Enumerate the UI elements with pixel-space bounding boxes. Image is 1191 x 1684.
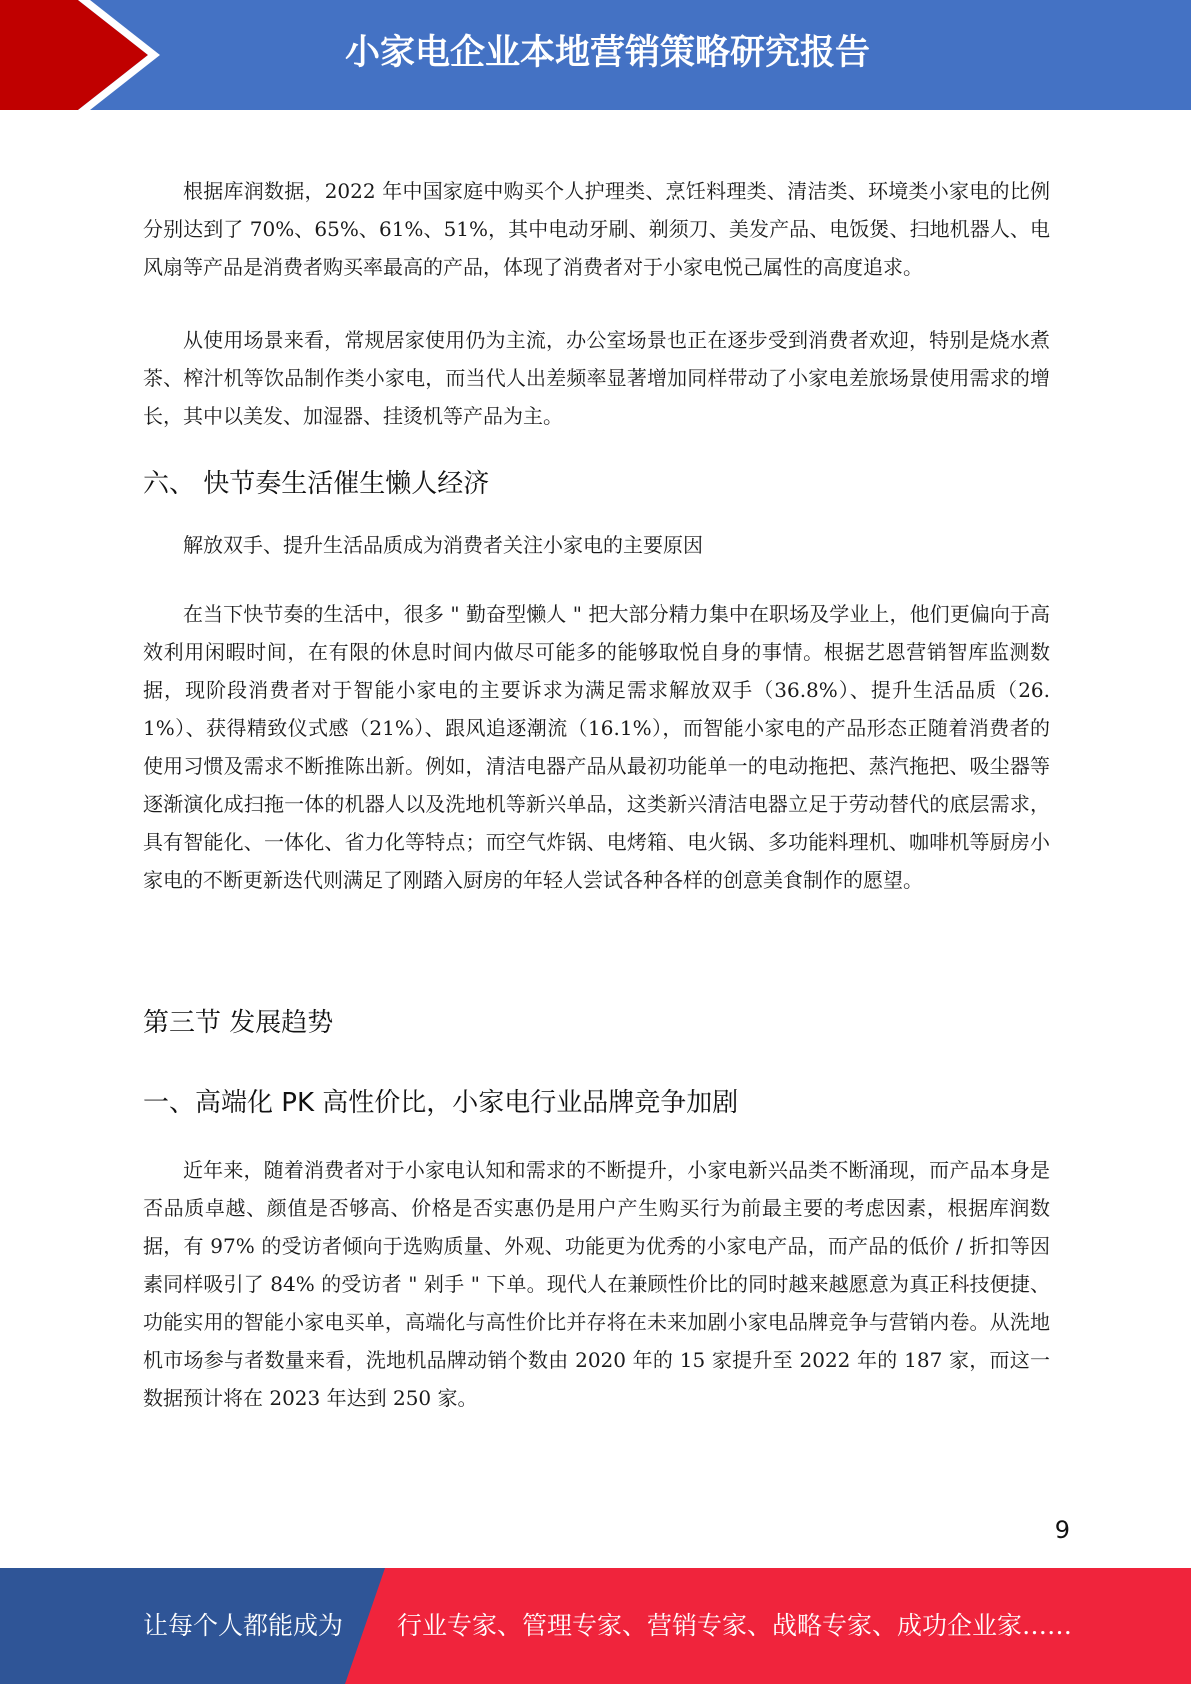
paragraph-usage-scenarios: 从使用场景来看，常规居家使用仍为主流，办公室场景也正在逐步受到消费者欢迎，特别是烧水煮茶、榨汁机等饮品制作类小家电，而当代人出差频率显著增加同样带动了小家电差旅场景使用需求的增长，其中以美发、加湿器、挂烫机等产品为主。 — [143, 328, 1050, 428]
paragraph-purchase-rates: 根据库润数据，2022 年中国家庭中购买个人护理类、烹饪料理类、清洁类、环境类小家电的比例分别达到了 70%、65%、61%、51%，其中电动牙刷、剃须刀、美发产品、电饭煲、扫地机器人、电风扇等产品是消费者购买率最高的产品，体现了消费者对于小家电悦己属性的高度追求。 — [143, 179, 1050, 279]
footer-slogan-left: 让每个人都能成为 — [143, 1611, 344, 1640]
paragraph-brand-competition: 近年来，随着消费者对于小家电认知和需求的不断提升，小家电新兴品类不断涌现，而产品本身是否品质卓越、颜值是否够高、价格是否实惠仍是用户产生购买行为前最主要的考虑因素，根据库润数据，有 97% 的受访者倾向于选购质量、外观、功能更为优秀的小家电产品，而产品的低价 / 折扣等因素同样吸引了 84% 的受访者 " 剁手 " 下单。现代人在兼顾性价比的同时越来越愿意为真正科技便捷、功能实用的智能小家电买单，高端化与高性价比并存将在未来加剧小家电品牌竞争与营销内卷。从洗地机市场参与者数量来看，洗地机品牌动销个数由 2020 年的 15 家提升至 2022 年的 187 家，而这一数据预计将在 2023 年达到 250 家。 — [143, 1158, 1050, 1410]
section-heading-high-end: 一、高端化 PK 高性价比，小家电行业品牌竞争加剧 — [143, 1088, 739, 1118]
chapter-heading-trends: 第三节 发展趋势 — [143, 1008, 334, 1038]
footer-slogan-right: 行业专家、管理专家、营销专家、战略专家、成功企业家…… — [397, 1611, 1073, 1640]
page-number: 9 — [1054, 1516, 1070, 1544]
paragraph-lazy-economy: 在当下快节奏的生活中，很多 " 勤奋型懒人 " 把大部分精力集中在职场及学业上，他们更偏向于高效利用闲暇时间，在有限的休息时间内做尽可能多的能够取悦自身的事情。根据艺恩营销智库监测数据，现阶段消费者对于智能小家电的主要诉求为满足需求解放双手（36.8%）、提升生活品质（26.1%）、获得精致仪式感（21%）、跟风追逐潮流（16.1%），而智能小家电的产品形态正随着消费者的使用习惯及需求不断推陈出新。例如，清洁电器产品从最初功能单一的电动拖把、蒸汽拖把、吸尘器等逐渐演化成扫拖一体的机器人以及洗地机等新兴单品，这类新兴清洁电器立足于劳动替代的底层需求，具有智能化、一体化、省力化等特点；而空气炸锅、电烤箱、电火锅、多功能料理机、咖啡机等厨房小家电的不断更新迭代则满足了刚踏入厨房的年轻人尝试各种各样的创意美食制作的愿望。 — [143, 602, 1050, 892]
document-title: 小家电企业本地营销策略研究报告 — [344, 33, 870, 73]
section-heading-six: 六、 快节奏生活催生懒人经济 — [143, 469, 490, 499]
page-footer — [0, 1568, 1191, 1684]
page-header — [0, 0, 1191, 110]
page-content — [143, 172, 1050, 1417]
paragraph-main-reasons: 解放双手、提升生活品质成为消费者关注小家电的主要原因 — [183, 533, 703, 557]
